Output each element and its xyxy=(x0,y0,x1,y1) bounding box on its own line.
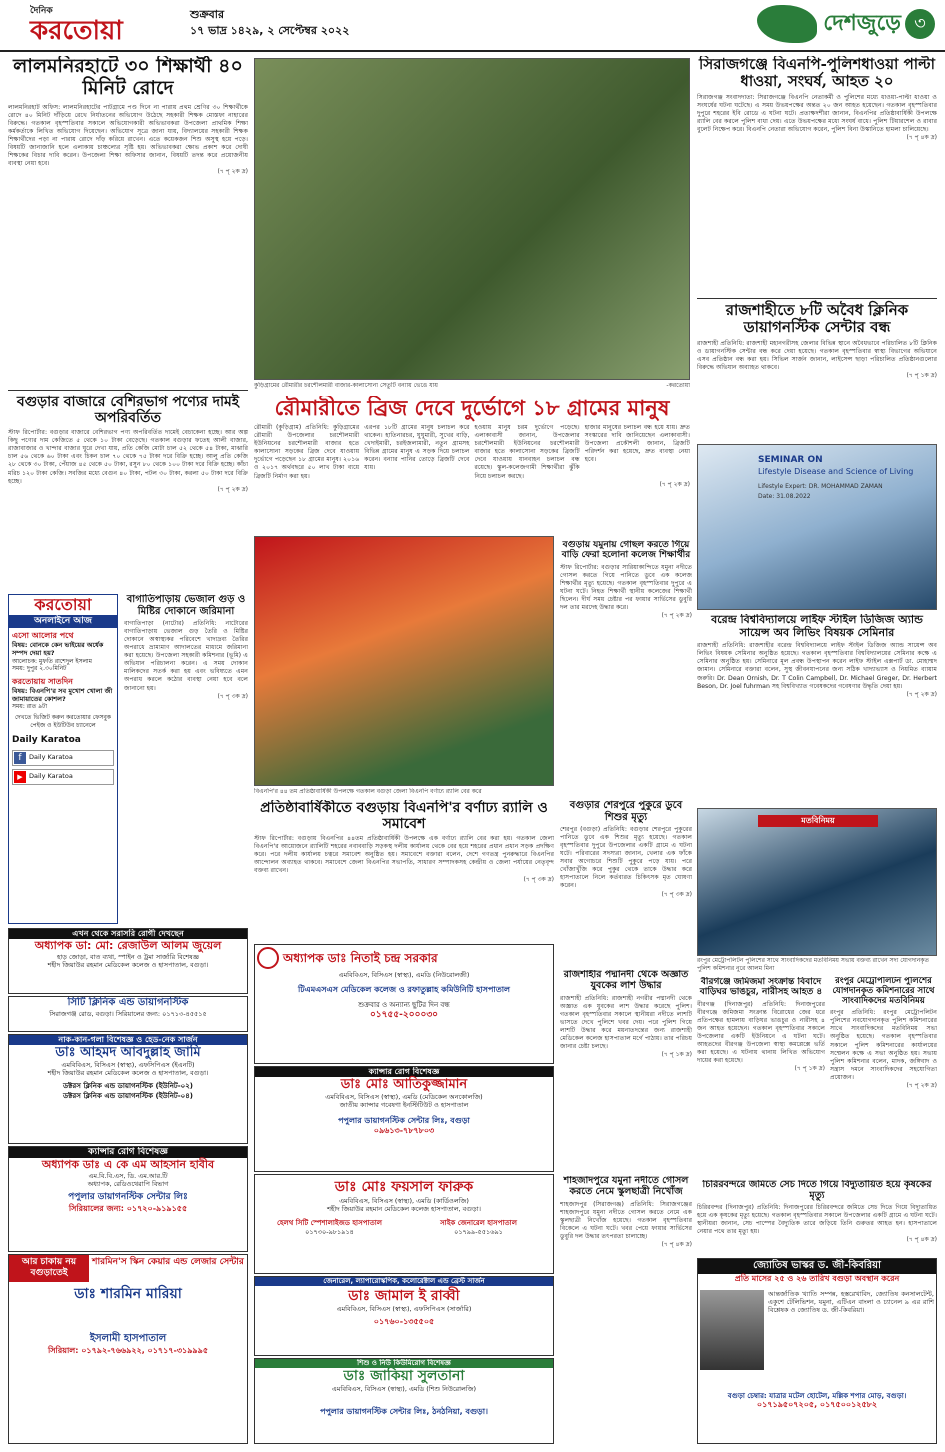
story-barind-seminar xyxy=(697,614,937,804)
cont-roumari: (৭ পৃ ২ক দ্র) xyxy=(659,480,690,488)
police-banner: মতবিনিময় xyxy=(758,815,878,827)
ad-astro-body: আন্তর্জাতিক খ্যাতি সম্পন্ন, হস্তরেখাবিদ, জ্যোতিষ কনসালটেন্ট, একুশে টেলিভিশন, যমুনা, এটিএন বাংলা ও চ্যানেল ৯ এর রাশি বিশ্লেষক ও জ্যোতিষ ড. জী-কিবরিয়া। xyxy=(768,1289,934,1315)
headline-bagatipara: বাগাতিপাড়ায় ভেজাল গুড় ও মিষ্টির দোকানে জরিমানা xyxy=(126,594,246,617)
headline-bnp-rally: প্রতিষ্ঠাবার্ষিকীতে বগুড়ায় বিএনপি'র বর্ণাঢ্য র‌্যালি ও সমাবেশ xyxy=(260,800,548,833)
caption-bridge: কুড়িগ্রামের রৌমারীর চরশৌলমারী বাজার-কালাসোনা সেতুটি বন্যায় ভেঙে যায় xyxy=(254,382,438,389)
ad-dr-atiq-degree: এমবিবিএস, বিসিএস (স্বাস্থ্য), এমডি (মেডিকেল অনকোলজি) xyxy=(325,1093,483,1102)
ad-dr-zakia-top: শিশু ও নিউ কিউমিরোগ বিশেষজ্ঞ xyxy=(255,1359,553,1368)
ad-city-clinic-addr: সিরাজগঞ্জ রোড, বগুড়া। সিরিয়ালের জন্য: ০১৭১৩-৪৫৫১৫ xyxy=(49,1009,207,1018)
body-roumari-col1: রৌমারী (কুড়িগ্রাম) প্রতিনিধি: কুড়িগ্রামের রৌমারী উপজেলার চরশৌলমারী ইউনিয়নের চরশৌলমারী বাজার হতে কালাসোনা সড়কের ব্রিজ দেবে যাওয়ায় দুর্ভোগে পড়েছেন ১৮ গ্রামের মানুষ। ২০১৬ ও ২০১৭ অর্থবছরে ৫০ লাখ টাকা ব্যয়ে ব্রিজটি নির্মাণ করা হয়। xyxy=(254,424,360,480)
cont-lalmonirhat: (৭ পৃ ২ক দ্র) xyxy=(217,168,248,176)
online-note: দেখতে ভিজিট করুন করতোয়ার ফেসবুক পেইজ ও ইউটিউব চ্যানেলে xyxy=(14,714,112,729)
ad-dr-habib-top: ক্যান্সার রোগ বিশেষজ্ঞ xyxy=(9,1147,247,1158)
headline-sirajganj: সিরাজগঞ্জে বিএনপি-পুলিশধাওয়া পাল্টা ধাওয়া, সংঘর্ষ, আহত ২০ xyxy=(699,56,935,91)
ad-dr-jami-chamber2: ডক্টরস ক্লিনিক এন্ড ডায়াগনস্টিক (ইউনিট-০৪) xyxy=(63,1092,193,1101)
photo-police xyxy=(697,808,937,956)
astrologer-portrait xyxy=(700,1290,764,1370)
ad-dr-faisal-phone2: ০১৭৯৯-৫৫১৬৯১ xyxy=(454,1227,503,1236)
ad-astro-phone: ০১৭১৯৫০৭২০৫, ০১৭৫০০১২৫৮২ xyxy=(756,1400,878,1410)
caption-rally: বিএনপি'র ৪৪ তম প্রতিষ্ঠাবার্ষিকী উপলক্ষে গতকাল বগুড়া জেলা বিএনপি বর্ণাঢ্য র‌্যালি বের করে xyxy=(254,788,482,795)
ad-dr-nitai-chamber: টিএমএসএস মেডিকেল কলেজ ও রফাতুল্লাহ কমিউনিটি হাসপাতাল xyxy=(298,985,510,995)
ad-dr-habib-degree: এম.বি.বি.এস, ডি. এম.আর.টি xyxy=(88,1172,168,1180)
story-roumari xyxy=(254,396,690,534)
issue-date xyxy=(190,8,590,40)
cont-birganj: (৭ পৃ ১ক দ্র) xyxy=(794,1065,825,1073)
body-jamuna-student: স্টাফ রিপোর্টার: বগুড়ার সারিয়াকান্দিতে যমুনা নদীতে গোসল করতে গিয়ে পানিতে ডুবে এক কলেজ শিক্ষার্থীর মৃত্যু হয়েছে। গতকাল বৃহস্পতিবার দুপুরে এ ঘটনা ঘটে। নিহত শিক্ষার্থী স্থানীয় কলেজের শিক্ষার্থী ছিলেন। দীর্ঘ সময় চেষ্টার পর ফায়ার সার্ভিসের ডুবুরি দল তার মরদেহ উদ্ধার করে। xyxy=(560,563,692,611)
body-bnp-rally: স্টাফ রিপোর্টার: বগুড়ায় বিএনপির ৪৪তম প্রতিষ্ঠাবার্ষিকী উপলক্ষে এক বর্ণাঢ্য র‌্যালি বের করা হয়। গতকাল জেলা বিএনপি'র আয়োজনে র‌্যালিটি শহরের নবাববাড়ি সড়কস্থ দলীয় কার্যালয় থেকে বের হয়ে শহরের প্রধান প্রধান সড়ক প্রদক্ষিণ করে। পরে দলীয় কার্যালয় চত্বরে সমাবেশ অনুষ্ঠিত হয়। সমাবেশে বক্তারা বলেন, দেশে গণতন্ত্র পুনরুদ্ধারে বিএনপির আন্দোলন অব্যাহত থাকবে। সমাবেশে জেলা বিএনপির সভাপতি, সাধারণ সম্পাদকসহ কেন্দ্রীয় ও জেলা পর্যায়ের নেতৃবৃন্দ বক্তব্য রাখেন। xyxy=(254,835,554,875)
facebook-label: Daily Karatoa xyxy=(29,753,73,762)
body-bogura-market: স্টাফ রিপোর্টার: বগুড়ার বাজারে বেশিরভাগ পণ্য অপরিবর্তিত দামেই বেচাকেনা হচ্ছে। আর অল্প কিছু পণ্যের দাম কেজিতে ৫ থেকে ১০ টাকা বেড়েছে। গতকাল বগুড়ার ফতেহ আলী বাজার, রাজাবাজার ও খান্দার বাজার ঘুরে দেখা যায়, প্রতি কেজি মোটা চাল ৫২ থেকে ৫৪ টাকা, মাঝারি চাল ৫৬ থেকে ৬০ টাকা এবং চিকন চাল ৭০ থেকে ৭৫ টাকা দরে বিক্রি হচ্ছে। আলু প্রতি কেজি ২৮ থেকে ৩০ টাকা, পেঁয়াজ ৪৫ থেকে ৫০ টাকা, রসুন ৮০ থেকে ১০০ টাকা দরে বিক্রি হচ্ছে। কাঁচা মরিচ ১২০ টাকা কেজি। সবজির মধ্যে বেগুন ৪০ টাকা, পটল ৩০ টাকা, করলা ৫০ টাকা দরে বিক্রি হচ্ছে। xyxy=(8,429,248,485)
cont-padma-body: (৭ পৃ ১ক দ্র) xyxy=(661,1051,692,1059)
photo-seminar xyxy=(697,444,937,610)
body-lalmonirhat: লালমনিরহাট অফিস: লালমনিরহাটের পাটগ্রামে পণ্ড দিনে না পারায় প্রথম শ্রেণির ৩০ শিক্ষার্থীকে রোদে ৪০ মিনিট দাঁড়িয়ে রেখে নির্যাতনের অভিযোগ উঠেছে সহকারী শিক্ষক মোস্তফা নাহারের বিরুদ্ধে। গতকাল বৃহস্পতিবার সকালে অভিযোগকারী অভিভাবকরা উপজেলা প্রাথমিক শিক্ষা কর্মকর্তাকে লিখিত অভিযোগ দিয়েছেন। অভিযোগ সূত্রে জানা যায়, বিদ্যালয়ের সহকারী শিক্ষক শিক্ষার্থীদের পড়া না পারায় রোদে দাঁড় করিয়ে রাখেন। এতে কয়েকজন শিশু অসুস্থ হয়ে পড়ে। বিষয়টি জানাজানি হলে এলাকায় চাঞ্চল্যের সৃষ্টি হয়। অভিভাবকরা ক্ষোভ প্রকাশ করে দোষী শিক্ষকের বিচার দাবি করেন। উপজেলা শিক্ষা অফিসার জানান, বিষয়টি তদন্ত করে প্রয়োজনীয় ব্যবস্থা নেয়া হবে। xyxy=(8,103,248,168)
ad-dr-jami-degree: এমবিবিএস, বিসিএস (স্বাস্থ্য), এফসিপিএস (ইএনটি) xyxy=(61,1061,195,1070)
headline-bogura-market: বগুড়ার বাজারে বেশিরভাগ পণ্যের দামই অপরিবর্তিত xyxy=(16,394,240,427)
headline-roumari: রৌমারীতে ব্রিজ দেবে দুর্ভোগে ১৮ গ্রামের মানুষ xyxy=(274,396,670,420)
ad-dr-rezaul-hospital: শহীদ জিয়াউর রহমান মেডিকেল কলেজ ও হাসপাতাল, বগুড়া। xyxy=(47,960,209,969)
story-bagatipara xyxy=(124,594,248,924)
online-subtitle: অনলাইনে আজ xyxy=(9,615,117,628)
story-rangpur-police xyxy=(830,977,937,1177)
online-item2-title: করতোয়ায় সাতদিন xyxy=(12,676,73,686)
ad-dr-zakia-degree: এমবিবিএস, বিসিএস (স্বাস্থ্য), এমডি (শিশু নিউরোলজি) xyxy=(331,1385,477,1394)
ad-dr-jamal-name: ডাঃ জামাল ই রাব্বী xyxy=(348,1287,460,1304)
cont-bnp-rally: (৭ পৃ ৩ক দ্র) xyxy=(523,875,554,883)
story-shahjadpur xyxy=(560,1176,692,1324)
ad-dr-zakia-clinic: পপুলার ডায়াগনস্টিক সেন্টার লিঃ, ঠনঠনিয়া, বগুড়া। xyxy=(320,1407,488,1417)
online-item2-time: সময়: রাত ৯টা xyxy=(12,702,48,710)
cont-chirirbandar: (৭ পৃ ৪ক দ্র) xyxy=(906,1236,937,1244)
ad-dr-habib-dept: অধ্যাপক, রেডিওথেরাপি বিভাগ xyxy=(87,1180,169,1189)
body-bagatipara: বাগাতিপাড়া (নাটোর) প্রতিনিধি: নাটোরের বাগাতিপাড়ায় ভেজাল গুড় তৈরি ও মিষ্টির দোকানে অস্বাস্থ্যকর পরিবেশে খাদ্যদ্রব্য তৈরির অপরাধে ভ্রাম্যমাণ আদালতের মাধ্যমে জরিমানা করা হয়েছে। উপজেলা সহকারী কমিশনার (ভূমি) এ অভিযান পরিচালনা করেন। এ সময় দোকান মালিকদের সতর্ক করা হয় এবং ভবিষ্যতে এমন অপরাধ করলে কঠোর ব্যবস্থা নেয়া হবে বলে জানানো হয়। xyxy=(124,620,248,692)
headline-lalmonirhat: লালমনিরহাটে ৩০ শিক্ষার্থী ৪০ মিনিট রোদে xyxy=(13,56,243,99)
ad-astrologer xyxy=(697,1258,937,1444)
facebook-link[interactable] xyxy=(12,750,114,766)
body-padma-body: রাজশাহী প্রতিনিধি: রাজশাহী নগরীর পদ্মানদী থেকে অজ্ঞাত এক যুবকের লাশ উদ্ধার করেছে পুলিশ। গতকাল বৃহস্পতিবার সকালে স্থানীয়রা নদীতে লাশটি ভাসতে দেখে পুলিশে খবর দেয়। পরে পুলিশ গিয়ে লাশটি উদ্ধার করে ময়নাতদন্তের জন্য রাজশাহী মেডিকেল কলেজ হাসপাতাল মর্গে পাঠায়। তার পরিচয় জানার চেষ্টা চলছে। xyxy=(560,994,692,1051)
story-lalmonirhat xyxy=(8,56,248,386)
story-jamuna-student xyxy=(560,540,692,798)
ad-dr-habib xyxy=(8,1146,248,1252)
clinic-emblem-icon xyxy=(257,947,279,969)
headline-rangpur-police: রংপুর মেট্রোপলিটন পুলিশের যোগদানকৃত কমিশনারের সাথে সাংবাদিকদের মতবিনিময় xyxy=(832,977,935,1006)
story-sherpur-child xyxy=(560,800,692,968)
ad-dr-zakia-name: ডাঃ জাকিয়া সুলতানা xyxy=(343,1367,465,1384)
headline-chirirbandar: চিরিরবন্দরে জমিতে সেচ দিতে গিয়ে বিদ্যুতায়িত হয়ে কৃষকের মৃত্যু xyxy=(702,1180,932,1201)
ad-dr-nitai-note: শুক্রবার ও অন্যান্য ছুটির দিন বন্ধ xyxy=(358,1001,450,1010)
body-shahjadpur: শাহজাদপুর (সিরাজগঞ্জ) প্রতিনিধি: সিরাজগঞ্জের শাহজাদপুরে যমুনা নদীতে গোসল করতে নেমে এক স্কুলছাত্রী নিখোঁজ হয়েছে। গতকাল বৃহস্পতিবার বিকেলে এ ঘটনা ঘটে। খবর পেয়ে ফায়ার সার্ভিসের ডুবুরি দল উদ্ধার তৎপরতা চালাচ্ছে। xyxy=(560,1200,692,1241)
ad-dr-nitai xyxy=(254,944,554,1064)
headline-sherpur-child: বগুড়ার শেরপুরে পুকুরে ডুবে শিশুর মৃত্যু xyxy=(569,800,683,823)
headline-jamuna-student: বগুড়ায় যমুনায় গোছল করতে গিয়ে বাড়ি ফেরা হলোনা কলেজ শিক্ষার্থীর xyxy=(561,540,691,561)
ad-sharmin-skin xyxy=(8,1254,248,1444)
ad-city-clinic xyxy=(8,996,248,1032)
youtube-icon: ▶ xyxy=(14,771,26,783)
story-bogura-market xyxy=(8,390,248,590)
bangladesh-map-icon xyxy=(757,5,817,43)
body-roumari-col2: এরপর ১৮টি গ্রামের মানুষ চলাচল করে থাকেন। হাতিনারচর, ঘুঘুমারী, সুখের বাড়ি, খেদাইমারী, চরইজলামারী, নতুন গ্রামসহ বিভিন্ন গ্রামের মানুষ এ সড়ক দিয়ে চলাচল করেন। বন্যার পানির তোড়ে ব্রিজটি দেবে যায়। xyxy=(364,424,470,472)
ad-dr-atiq xyxy=(254,1066,554,1172)
cont-sirajganj: (৭ পৃ ৪ক দ্র) xyxy=(906,133,937,141)
ad-sharmin-name: ডাঃ শারমিন মারিয়া xyxy=(74,1285,182,1302)
body-sherpur-child: শেরপুর (বগুড়া) প্রতিনিধি: বগুড়ার শেরপুরে পুকুরের পানিতে ডুবে এক শিশুর মৃত্যু হয়েছে। গতকাল বৃহস্পতিবার দুপুরে উপজেলার একটি গ্রামে এ ঘটনা ঘটে। পরিবারের সদস্যরা জানান, খেলার এক ফাঁকে সবার অগোচরে শিশুটি পুকুরে পড়ে যায়। পরে খোঁজাখুঁজি করে পুকুর থেকে তাকে উদ্ধার করে হাসপাতালে নিলে কর্তব্যরত চিকিৎসক মৃত ঘোষণা করেন। xyxy=(560,826,692,890)
section-name: দেশজুড়ে xyxy=(823,10,901,37)
ad-dr-faisal xyxy=(254,1174,554,1274)
seminar-banner-title: SEMINAR ON xyxy=(758,455,823,465)
story-sirajganj xyxy=(697,56,937,296)
ad-dr-jamal xyxy=(254,1276,554,1356)
body-roumari-col4: হাজার মানুষের চলাচল বন্ধ হয়ে যায়। দ্রুত সংস্কারের দাবি জানিয়েছেন এলাকাবাসী। উপজেলা প্রকৌশলী জানান, ব্রিজটি পরিদর্শন করা হয়েছে, দ্রুত ব্যবস্থা নেয়া হবে। xyxy=(584,424,690,464)
headline-rajshahi-clinic: রাজশাহীতে ৮টি অবৈধ ক্লিনিক ডায়াগনস্টিক সেন্টার বন্ধ xyxy=(725,301,909,337)
story-bnp-rally xyxy=(254,800,554,940)
cont-bagatipara: (৭ পৃ ৩ক দ্র) xyxy=(217,692,248,700)
cont-shahjadpur: (৭ পৃ ৪ক দ্র) xyxy=(661,1241,692,1249)
headline-barind-seminar: বরেন্দ্র বিশ্ববিদ্যালয়ে লাইফ স্টাইল ডিজিজ অ্যান্ড সায়েন্স অব লিভিং বিষয়ক সেমিনার xyxy=(711,614,923,639)
cont-barind-seminar: (৭ পৃ ২ক দ্র) xyxy=(906,690,937,698)
ad-dr-rezaul-specialty: হাড় জোড়া, বাত ব্যথা, স্পাইন ও ট্রমা সার্জারি বিশেষজ্ঞ xyxy=(57,952,199,961)
ad-sharmin-serial: সিরিয়াল: ০১৭৯২-৭৬৬৯২২, ০১৭১৭-৩১৯৯৯৫ xyxy=(47,1345,209,1355)
ad-dr-faisal-degree: এমবিবিএস, বিসিএস (স্বাস্থ্য), এমডি (কার্ডিওলজি) xyxy=(339,1196,469,1205)
body-birganj: বীরগঞ্জ (দিনাজপুর) প্রতিনিধি: দিনাজপুরের বীরগঞ্জে জমিজমা সংক্রান্ত বিরোধের জের ধরে প্রতিপক্ষের হামলায় বাড়িঘর ভাঙচুর ও নারীসহ ৪ জন আহত হয়েছেন। গতকাল বৃহস্পতিবার সকালে উপজেলার একটি ইউনিয়নে এ ঘটনা ঘটে। আহতদের বীরগঞ্জ উপজেলা স্বাস্থ্য কমপ্লেক্সে ভর্তি করা হয়েছে। এ ঘটনায় থানায় লিখিত অভিযোগ দায়ের করা হয়েছে। xyxy=(697,1000,825,1065)
ad-dr-atiq-top: ক্যান্সার রোগ বিশেষজ্ঞ xyxy=(255,1067,553,1077)
story-birganj xyxy=(697,977,825,1177)
seminar-banner-line: Lifestyle Disease and Science of Living xyxy=(758,467,914,476)
page-number: ৩ xyxy=(905,9,935,39)
ad-dr-atiq-phone: ০৯৬১৩-৭৮৭৮০৩ xyxy=(373,1125,435,1135)
ad-astro-title: জ্যোতিষ ভাস্কর ড. জী-কিবরিয়া xyxy=(698,1259,936,1274)
ad-dr-habib-serial: সিরিয়ালের জন্য: ০১৭২০-৯১৯১৫৫ xyxy=(68,1203,188,1213)
issue-day: শুক্রবার xyxy=(190,8,225,21)
ad-dr-jami-chamber1: ডক্টরস ক্লিনিক এন্ড ডায়াগনস্টিক (ইউনিট-০২) xyxy=(63,1081,193,1090)
ad-dr-rezaul-name: অধ্যাপক ডা: মো: রেজাউল আলম জুয়েল xyxy=(34,939,222,952)
body-rajshahi-clinic: রাজশাহী প্রতিনিধি: রাজশাহী মহানগরীসহ জেলার বিভিন্ন স্থানে অবৈধভাবে পরিচালিত ৮টি ক্লিনিক ও ডায়াগনস্টিক সেন্টার বন্ধ করে দেয়া হয়েছে। গতকাল বৃহস্পতিবার স্বাস্থ্য বিভাগের অভিযানে এসব প্রতিষ্ঠান বন্ধ করা হয়। সিভিল সার্জন জানান, লাইসেন্স ছাড়া পরিচালিত প্রতিষ্ঠানগুলোর বিরুদ্ধে অভিযান অব্যাহত থাকবে। xyxy=(697,339,937,371)
newspaper-logo xyxy=(30,6,180,46)
ad-dr-habib-name: অধ্যাপক ডাঃ এ কে এম আহসান হাবীব xyxy=(41,1158,215,1172)
story-padma-body xyxy=(560,970,692,1170)
ad-sharmin-title: শারমিন'স স্কিন কেয়ার এন্ড লেজার সেন্টার xyxy=(92,1257,244,1267)
credit-bridge: -করতোয়া xyxy=(666,382,690,389)
ad-dr-rezaul xyxy=(8,928,248,994)
ad-dr-jami-hospital: শহীদ জিয়াউর রহমান মেডিকেল কলেজ ও হাসপাতাল, বগুড়া। xyxy=(47,1069,209,1078)
story-rajshahi-clinic xyxy=(697,298,937,440)
logo-big: করতোয়া xyxy=(30,16,123,47)
headline-shahjadpur: শাহজাদপুরে যমুনা নদীতে গোসল করতে নেমে স্কুলছাত্রী নিখোঁজ xyxy=(563,1176,689,1197)
seminar-date: Date: 31.08.2022 xyxy=(758,493,811,500)
ad-dr-faisal-phone1: ০১৭৩০-৯৮১৯১৪ xyxy=(305,1227,354,1236)
body-roumari-col3: হওয়ায় মানুষ চরম দুর্ভোগে পড়েছে। এলাকাবাসী জানান, উপজেলার চরশৌলমারী ইউনিয়নের চরশৌলমারী বাজার হতে কালাসোনা সড়কের ব্রিজটি দেবে যাওয়ায় যানবাহন চলাচল বন্ধ রয়েছে। স্কুল-কলেজগামী শিক্ষার্থীরা ঝুঁকি নিয়ে চলাচল করছে। xyxy=(474,424,580,480)
ad-astro-address: বগুড়া চেম্বার: যাত্রার মটেল হোটেল, মল্লিক শপার মোড়, বগুড়া। xyxy=(727,1391,907,1400)
ad-dr-jamal-phone: ০১৭৬০-১৩৫৫০৫ xyxy=(373,1317,435,1327)
ad-dr-faisal-name: ডাঃ মোঃ ফয়সাল ফারুক xyxy=(334,1179,474,1195)
ad-sharmin-hospital: ইসলামী হাসপাতাল xyxy=(89,1333,167,1344)
social-title: Daily Karatoa xyxy=(12,735,81,746)
ad-dr-zakia xyxy=(254,1358,554,1444)
box-karatoa-online xyxy=(8,594,118,924)
photo-rally xyxy=(254,536,554,786)
online-item1-guest: আলোচক: মুফতি রাশেদুল ইসলাম xyxy=(12,657,92,665)
youtube-label: Daily Karatoa xyxy=(29,772,73,781)
page-header xyxy=(0,0,945,52)
cont-rajshahi-clinic: (৭ পৃ ১ক দ্র) xyxy=(906,371,937,379)
ad-dr-faisal-hospital: শহীদ জিয়াউর রহমান মেডিকেল কলেজ হাসপাতাল, বগুড়া। xyxy=(327,1204,481,1213)
youtube-link[interactable] xyxy=(12,769,114,785)
ad-dr-faisal-chamber2: সাইক জেনারেল হাসপাতাল xyxy=(440,1218,517,1227)
seminar-expert: Lifestyle Expert: DR. MOHAMMAD ZAMAN xyxy=(758,483,883,490)
ad-dr-jamal-top: জেনারেল, ল্যাপারোস্কপিক, কলোরেক্টাল এন্ড ব্রেস্ট সার্জন xyxy=(255,1277,553,1286)
ad-dr-atiq-name: ডাঃ মোঃ আতিকুজ্জামান xyxy=(340,1077,468,1092)
ad-sharmin-left: আর চাকায় নয় বগুড়াতেই xyxy=(9,1255,89,1282)
body-barind-seminar: রাজশাহী প্রতিনিধি: রাজশাহীর বরেন্দ্র বিশ্ববিদ্যালয়ে লাইফ স্টাইল ডিজিজ অ্যান্ড সায়েন্স অব লিভিং বিষয়ক সেমিনার অনুষ্ঠিত হয়েছে। গতকাল বৃহস্পতিবার বিশ্ববিদ্যালয়ের সেমিনার কক্ষে এ সেমিনার অনুষ্ঠিত হয়। সেমিনারে মূল প্রবন্ধ উপস্থাপন করেন লাইফ স্টাইল এক্সপার্ট ডা. মোহাম্মদ জামান। সেমিনারে বক্তারা বলেন, সুস্থ জীবনযাপনের জন্য সঠিক খাদ্যাভ্যাস ও নিয়মিত ব্যায়াম জরুরি। Dr. Dean Ornish, Dr. T Colin Campbell, Dr. Michael Greger, Dr. Herbert Beson, Dr. Joel fuhrman সহ বিশ্ববিখ্যাত গবেষকদের গবেষণার উদ্ধৃতি দেয়া হয়। xyxy=(697,642,937,690)
ad-dr-jami xyxy=(8,1034,248,1144)
ad-dr-atiq-hospital: জাতীয় ক্যান্সার গবেষণা ইনস্টিটিউট ও হাসপাতাল xyxy=(339,1101,469,1110)
online-item1-text: বিষয়: বোনকে কেন ভাইয়ের অর্ধেক সম্পদ দেয়া হয়? xyxy=(12,641,104,658)
headline-birganj: বীরগঞ্জে জমিজমা সংক্রান্ত বিবাদে বাড়িঘর ভাঙচুর, নারীসহ আহত ৪ xyxy=(699,977,823,998)
story-chirirbandar xyxy=(697,1180,937,1255)
ad-dr-atiq-chamber: পপুলার ডায়াগনস্টিক সেন্টার লিঃ, বগুড়া xyxy=(338,1115,470,1125)
ad-dr-jamal-degree: এমবিবিএস, বিসিএস (স্বাস্থ্য), এফসিপিএস (সার্জারি) xyxy=(336,1305,472,1314)
body-sirajganj: সিরাজগঞ্জ সংবাদদাতা: সিরাজগঞ্জে বিএনপি নেতাকর্মী ও পুলিশের মধ্যে ধাওয়া-পাল্টা ধাওয়া ও সংঘর্ষের ঘটনা ঘটেছে। এ সময় উভয়পক্ষের অন্তত ২০ জন আহত হয়েছেন। গতকাল বৃহস্পতিবার দুপুরে শহরের ইবি রোডে এ ঘটনা ঘটে। প্রত্যক্ষদর্শীরা জানান, বিএনপির প্রতিষ্ঠাবার্ষিকী উপলক্ষে র‌্যালি বের করলে পুলিশ বাধা দেয়। এতে উভয়পক্ষের মধ্যে সংঘর্ষ বাধে। পুলিশ টিয়ারশেল ও রাবার বুলেট নিক্ষেপ করে। বিএনপি নেতারা অভিযোগ করেন, পুলিশ বিনা উস্কানিতে হামলা চালিয়েছে। xyxy=(697,93,937,133)
ad-dr-nitai-degree: এমবিবিএস, বিসিএস (স্বাস্থ্য), এমডি (নিউরোলজী) xyxy=(338,971,470,979)
ad-dr-jami-name: ডাঃ আহমদ আবদুল্লাহ জামি xyxy=(55,1045,201,1060)
section-header xyxy=(695,4,935,44)
caption-police: রংপুর মেট্রোপলিটন পুলিশের সাথে সাংবাদিকদের মতবিনিময় সভায় বক্তব্য রাখেন সদ্য যোগদানকৃত পুলিশ কমিশনার নুরে আলম মিনা xyxy=(697,957,930,972)
cont-rangpur-police: (৭ পৃ ২ক দ্র) xyxy=(906,1081,937,1089)
issue-full-date: ১৭ ভাদ্র ১৪২৯, ২ সেপ্টেম্বর ২০২২ xyxy=(190,23,350,37)
ad-dr-jami-top: নাক-কান-গলা বিশেষজ্ঞ ও হেড-নেক সার্জন xyxy=(9,1035,247,1045)
ad-dr-nitai-name: অধ্যাপক ডাঃ নিতাই চন্দ্র সরকার xyxy=(283,950,438,965)
online-title: করতোয়া xyxy=(34,595,92,614)
ad-astro-subtitle: প্রতি মাসের ২৫ ও ২৬ তারিখ বগুড়া অবস্থান করেন xyxy=(734,1273,900,1283)
online-item1-time: সময়: দুপুর ২.৩০মিনিট xyxy=(12,665,67,672)
online-item2-text: বিষয়: বিএনপি'র সব মুখোশ খোলা জী জামায়াতের কোশল? xyxy=(12,686,113,703)
cont-jamuna-student: (৭ পৃ ২ক দ্র) xyxy=(661,612,692,620)
ad-dr-habib-clinic: পপুলার ডায়াগনস্টিক সেন্টার লিঃ xyxy=(68,1192,188,1203)
ad-dr-faisal-chamber1: হেলথ সিটি স্পেশালাইজড হাসপাতাল xyxy=(277,1218,382,1227)
body-rangpur-police: রংপুর প্রতিনিধি: রংপুর মেট্রোপলিটন পুলিশের নবযোগদানকৃত পুলিশ কমিশনারের সাথে সাংবাদিকদের মতবিনিময় সভা অনুষ্ঠিত হয়েছে। গতকাল বৃহস্পতিবার সকালে পুলিশ কমিশনারের কার্যালয়ের সম্মেলন কক্ষে এ সভা অনুষ্ঠিত হয়। সভায় পুলিশ কমিশনার বলেন, মাদক, জঙ্গিবাদ ও সন্ত্রাস দমনে সাংবাদিকদের সহযোগিতা প্রয়োজন। xyxy=(830,1009,937,1081)
photo-bridge xyxy=(254,58,690,380)
cont-bogura-market: (৭ পৃ ২ক দ্র) xyxy=(217,485,248,493)
facebook-icon: f xyxy=(14,752,26,764)
online-item1-title: এসো আলোর পথে xyxy=(12,631,74,641)
ad-dr-nitai-phone: ০১৭৫৫-২০০০৩০ xyxy=(369,1009,439,1020)
logo-small: দৈনিক xyxy=(30,6,53,16)
headline-padma-body: রাজশাহীর পদ্মানদী থেকে অজ্ঞাত যুবকের লাশ উদ্ধার xyxy=(563,970,689,991)
ad-city-clinic-name: সিটি ক্লিনিক এন্ড ডায়াগনস্টিক xyxy=(67,997,189,1008)
ad-dr-rezaul-top: এখন থেকে সরাসরি রোগী দেখছেন xyxy=(9,929,247,939)
body-chirirbandar: চিরিরবন্দর (দিনাজপুর) প্রতিনিধি: দিনাজপুরের চিরিরবন্দরে জমিতে সেচ দিতে গিয়ে বিদ্যুতায়িত হয়ে এক কৃষকের মৃত্যু হয়েছে। গতকাল বৃহস্পতিবার সকালে উপজেলার একটি গ্রামে এ ঘটনা ঘটে। স্থানীয়রা জানান, সেচ পাম্পের বৈদ্যুতিক তারে জড়িয়ে তিনি গুরুতর আহত হন। হাসপাতালে নেয়ার পথে তার মৃত্যু হয়। xyxy=(697,1203,937,1236)
cont-sherpur-child: (৭ পৃ ৩ক দ্র) xyxy=(661,890,692,898)
